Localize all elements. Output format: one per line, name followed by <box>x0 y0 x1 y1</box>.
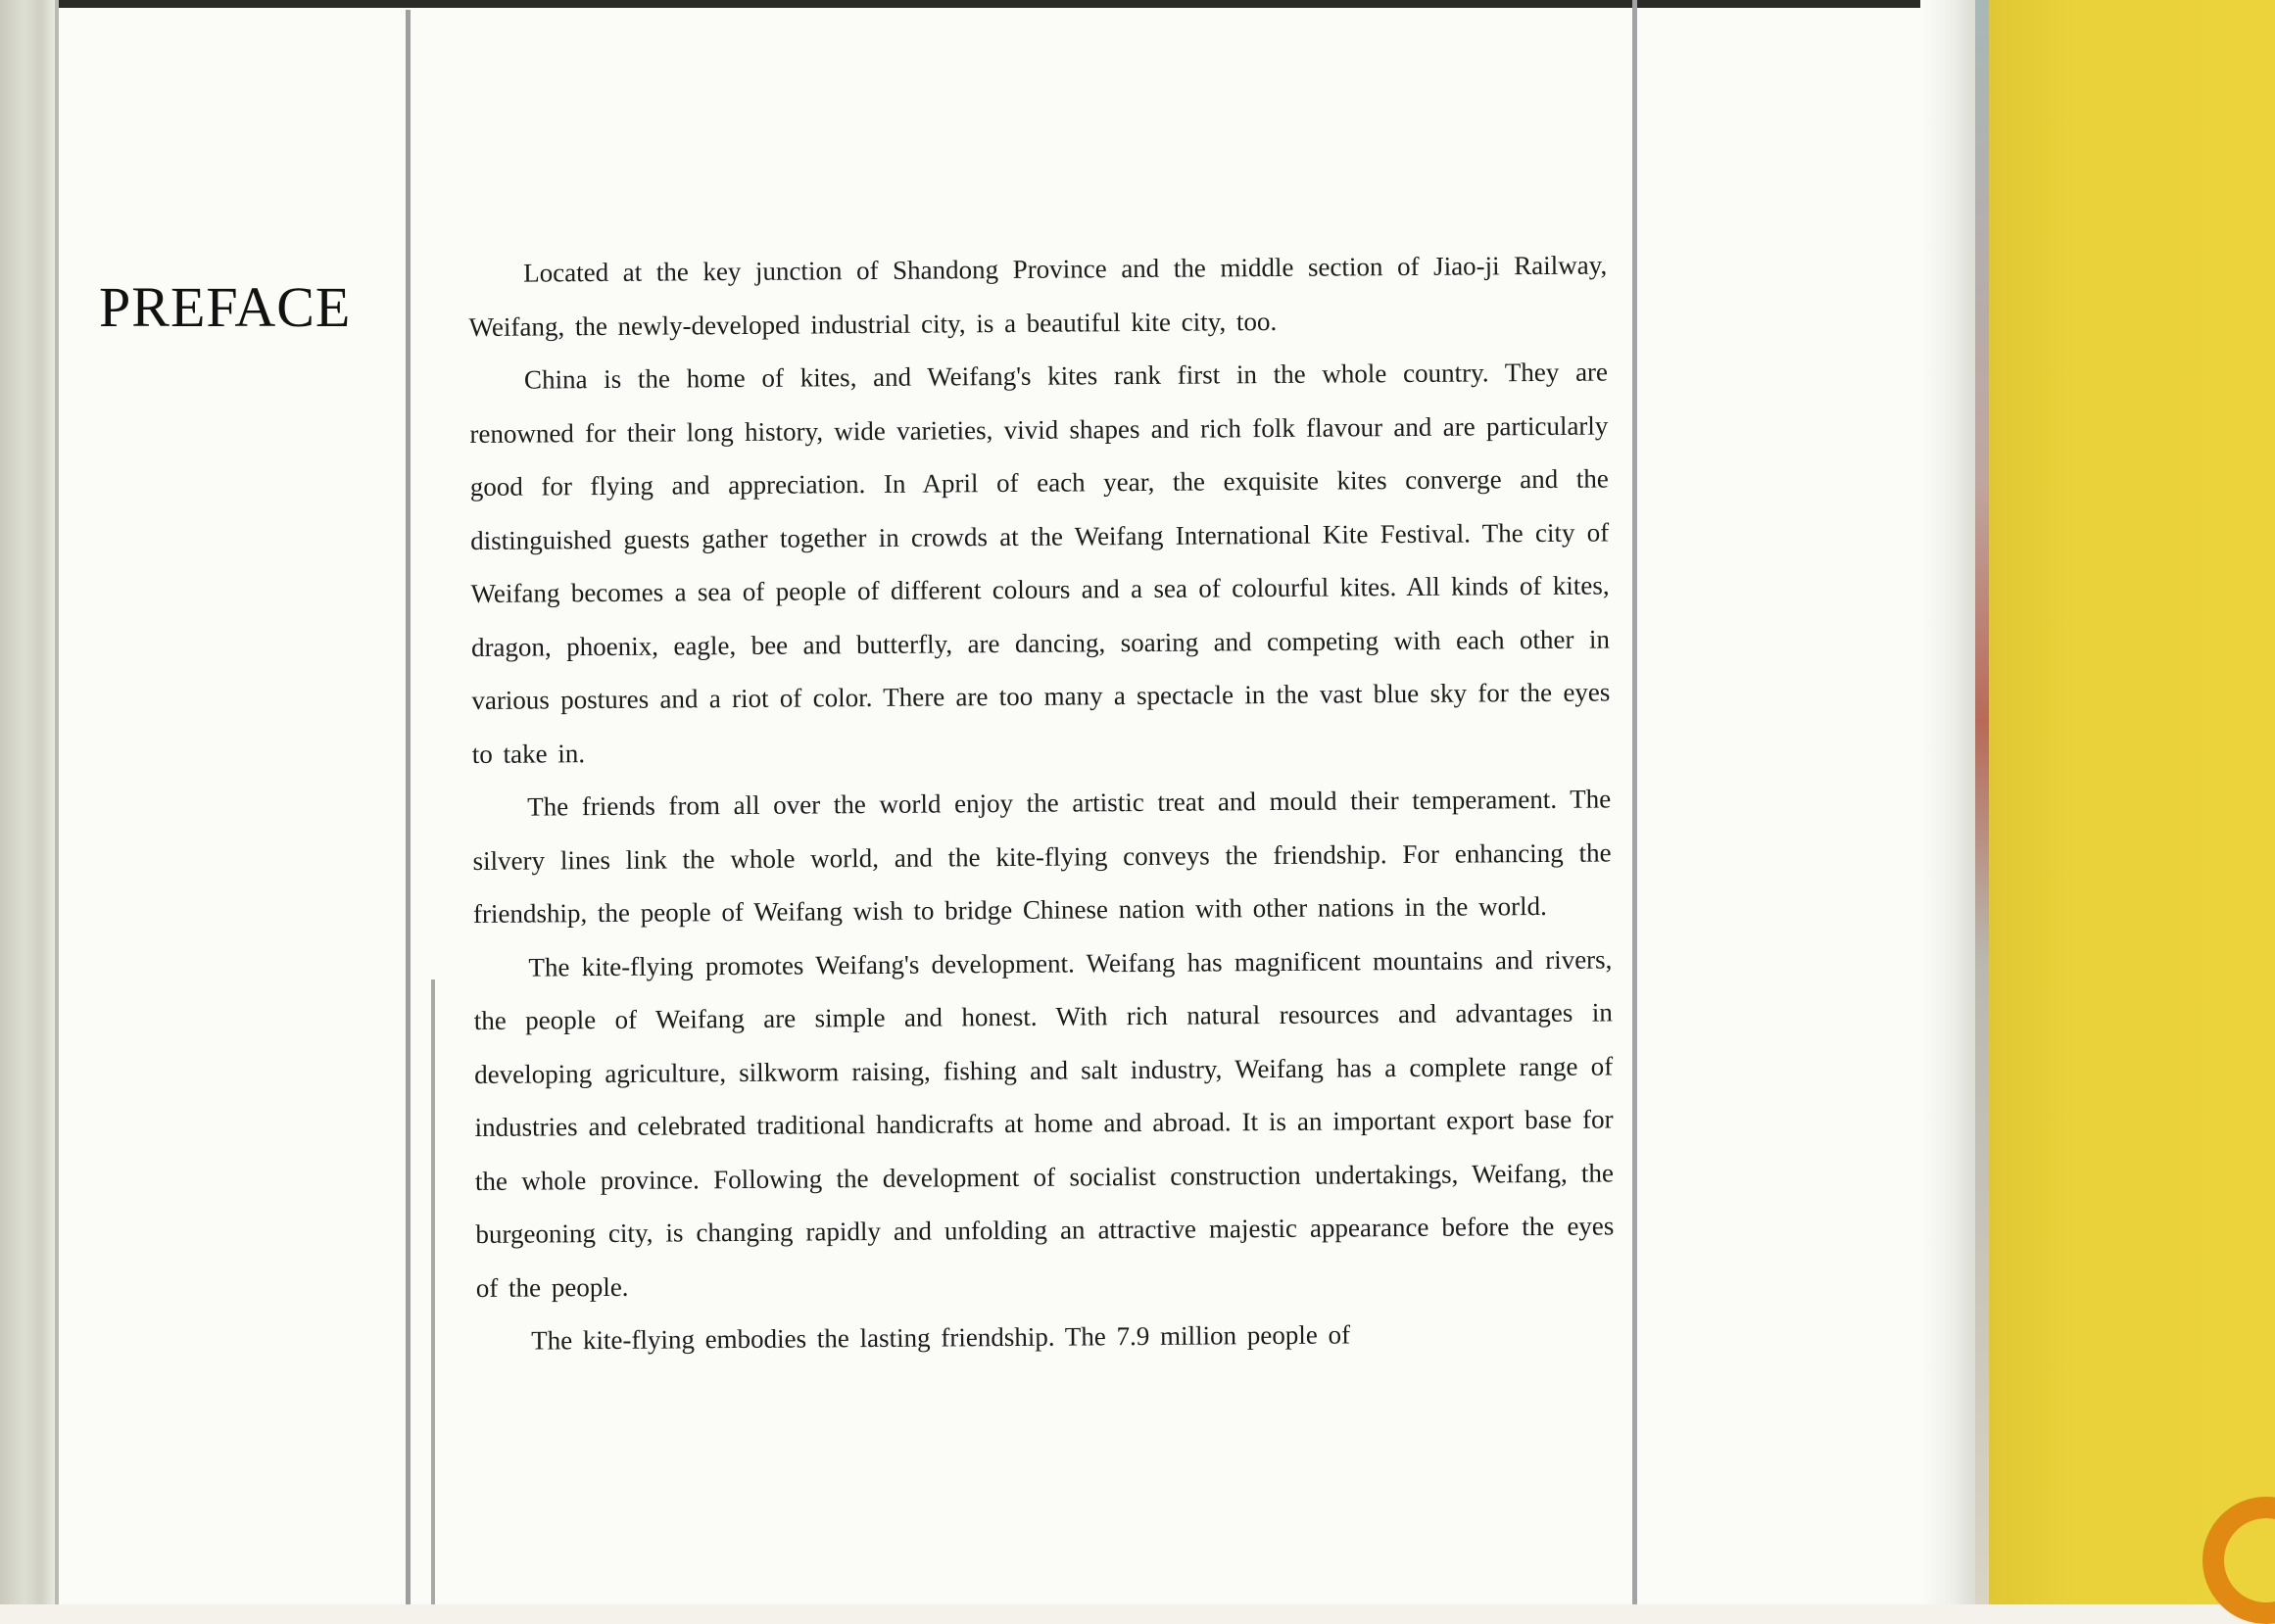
paragraph: The kite-flying promotes Weifang's development. Weifang has magnificent mountains and rivers, the people of Weifang are simple and honest. With rich natural resources and advantages in developing agriculture, silkworm raising, fishing and salt industry, Weifang has a complete range of industries and celebrated traditional handicrafts at home and abroad. It is an important export base for the whole province. Following the development of socialist construction undertakings, Weifang, the burgeoning city, is changing rapidly and unfolding an attractive majestic appearance before the eyes of the people. <box>473 943 1615 1303</box>
left-margin-rule-inner <box>431 979 435 1604</box>
paragraph: The friends from all over the world enjoy the artistic treat and mould their temperament. The silvery lines link the whole world, and the kite-flying conveys the friendship. For enhancing the friendship, the people of Weifang wish to bridge Chinese nation with other nations in the world. <box>472 784 1612 929</box>
paragraph: The kite-flying embodies the lasting friendship. The 7.9 million people of <box>531 1319 1351 1356</box>
right-margin-rule <box>1632 0 1637 1604</box>
yellow-cover <box>1989 0 2275 1604</box>
page-curve-shadow <box>1920 0 1979 1604</box>
paragraph: China is the home of kites, and Weifang's kites rank first in the whole country. They are renowned for their long history, wide varieties, vivid shapes and rich folk flavour and are particularly good for flying and appreciation. In April of each year, the exquisite kites converge and the distinguished guests gather together in crowds at the Weifang International Kite Festival. The city of Weifang becomes a sea of people of different colours and a sea of colourful kites. All kinds of kites, dragon, phoenix, eagle, bee and butterfly, are dancing, soaring and competing with each other in various postures and a riot of color. There are too many a spectacle in the vast blue sky for the eyes to take in. <box>469 357 1611 769</box>
page-title: PREFACE <box>99 275 352 339</box>
left-margin-rule <box>406 10 411 1604</box>
book-spine-edge <box>0 0 55 1604</box>
scan-top-edge <box>0 0 1979 8</box>
preface-body <box>468 238 1615 1367</box>
paragraph: Located at the key junction of Shandong Province and the middle section of Jiao-ji Railway, Weifang, the newly-developed industrial city, is a beautiful kite city, too. <box>468 250 1608 342</box>
